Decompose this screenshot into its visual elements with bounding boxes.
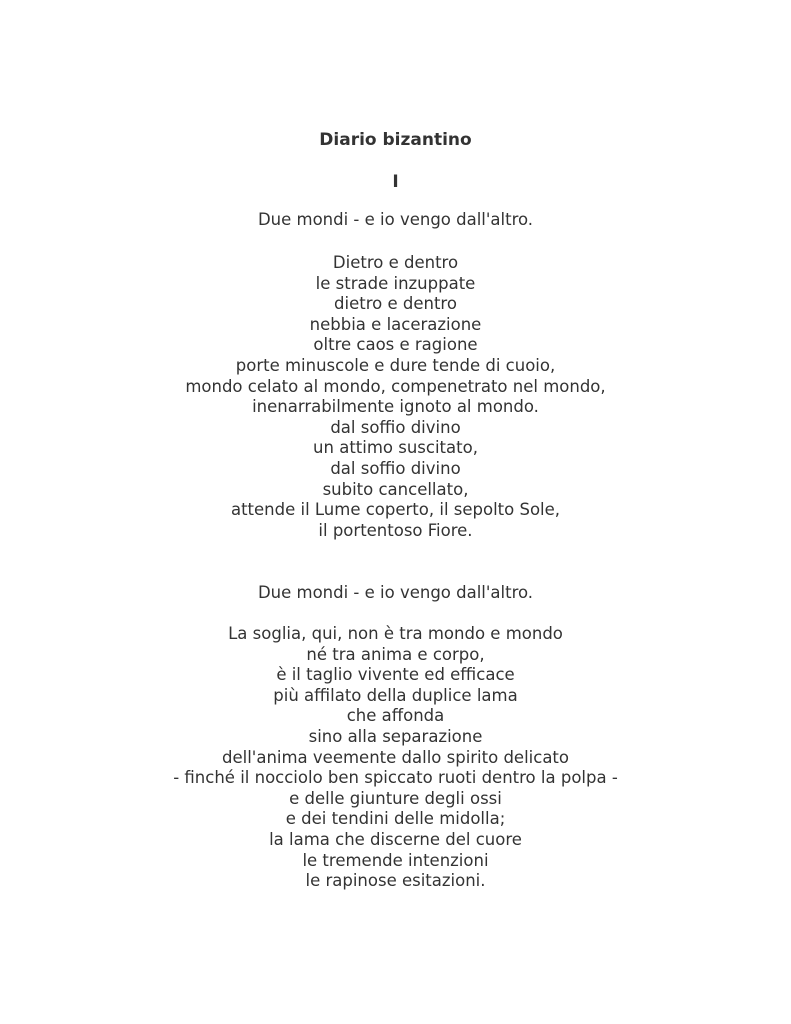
verse-line: e delle giunture degli ossi [289,788,502,808]
refrain-line-1 [0,210,791,231]
verse-line: Dietro e dentro [332,253,459,272]
stanza-1 [0,253,791,541]
verse-line: inenarrabilmente ignoto al mondo. [252,397,539,417]
verse-line: è il taglio vivente ed efficace [276,665,515,685]
verse-line: dal soffio divino [330,458,461,478]
verse-line: e dei tendini delle midolla; [285,809,506,829]
verse-line: subito cancellato, [322,479,469,499]
verse-line: un attimo suscitato, [313,438,478,458]
verse-line: la lama che discerne del cuore [269,829,522,849]
verse-line: il portentoso Fiore. [318,520,473,540]
verse-line: sino alla separazione [308,726,483,746]
poem-title: Diario bizantino [319,130,472,150]
verse-line: dal soffio divino [330,417,461,437]
refrain-line-2 [0,583,791,604]
verse-line: oltre caos e ragione [313,335,478,355]
verse-line: dell'anima veemente dallo spirito delicato [222,747,569,767]
stanza-2 [0,624,791,892]
verse-line: La soglia, qui, non è tra mondo e mondo [228,624,563,643]
verse-line: che affonda [346,706,445,726]
verse-line: le tremende intenzioni [302,850,489,870]
verse-line: Due mondi - e io vengo dall'altro. [257,210,534,229]
verse-line: - finché il nocciolo ben spiccato ruoti dentro la polpa - [173,768,618,788]
section-number: I [392,172,399,192]
verse-line: porte minuscole e dure tende di cuoio, [235,355,556,375]
verse-line: dietro e dentro [334,294,457,314]
verse-line: più affilato della duplice lama [273,685,518,705]
verse-line: le rapinose esitazioni. [305,871,486,891]
verse-line: Due mondi - e io vengo dall'altro. [257,583,534,602]
verse-line: né tra anima e corpo, [306,644,485,664]
verse-line: le strade inzuppate [315,273,476,293]
verse-line: nebbia e lacerazione [309,314,482,334]
verse-line: attende il Lume coperto, il sepolto Sole, [230,500,561,520]
verse-line: mondo celato al mondo, compenetrato nel mondo, [185,376,606,396]
